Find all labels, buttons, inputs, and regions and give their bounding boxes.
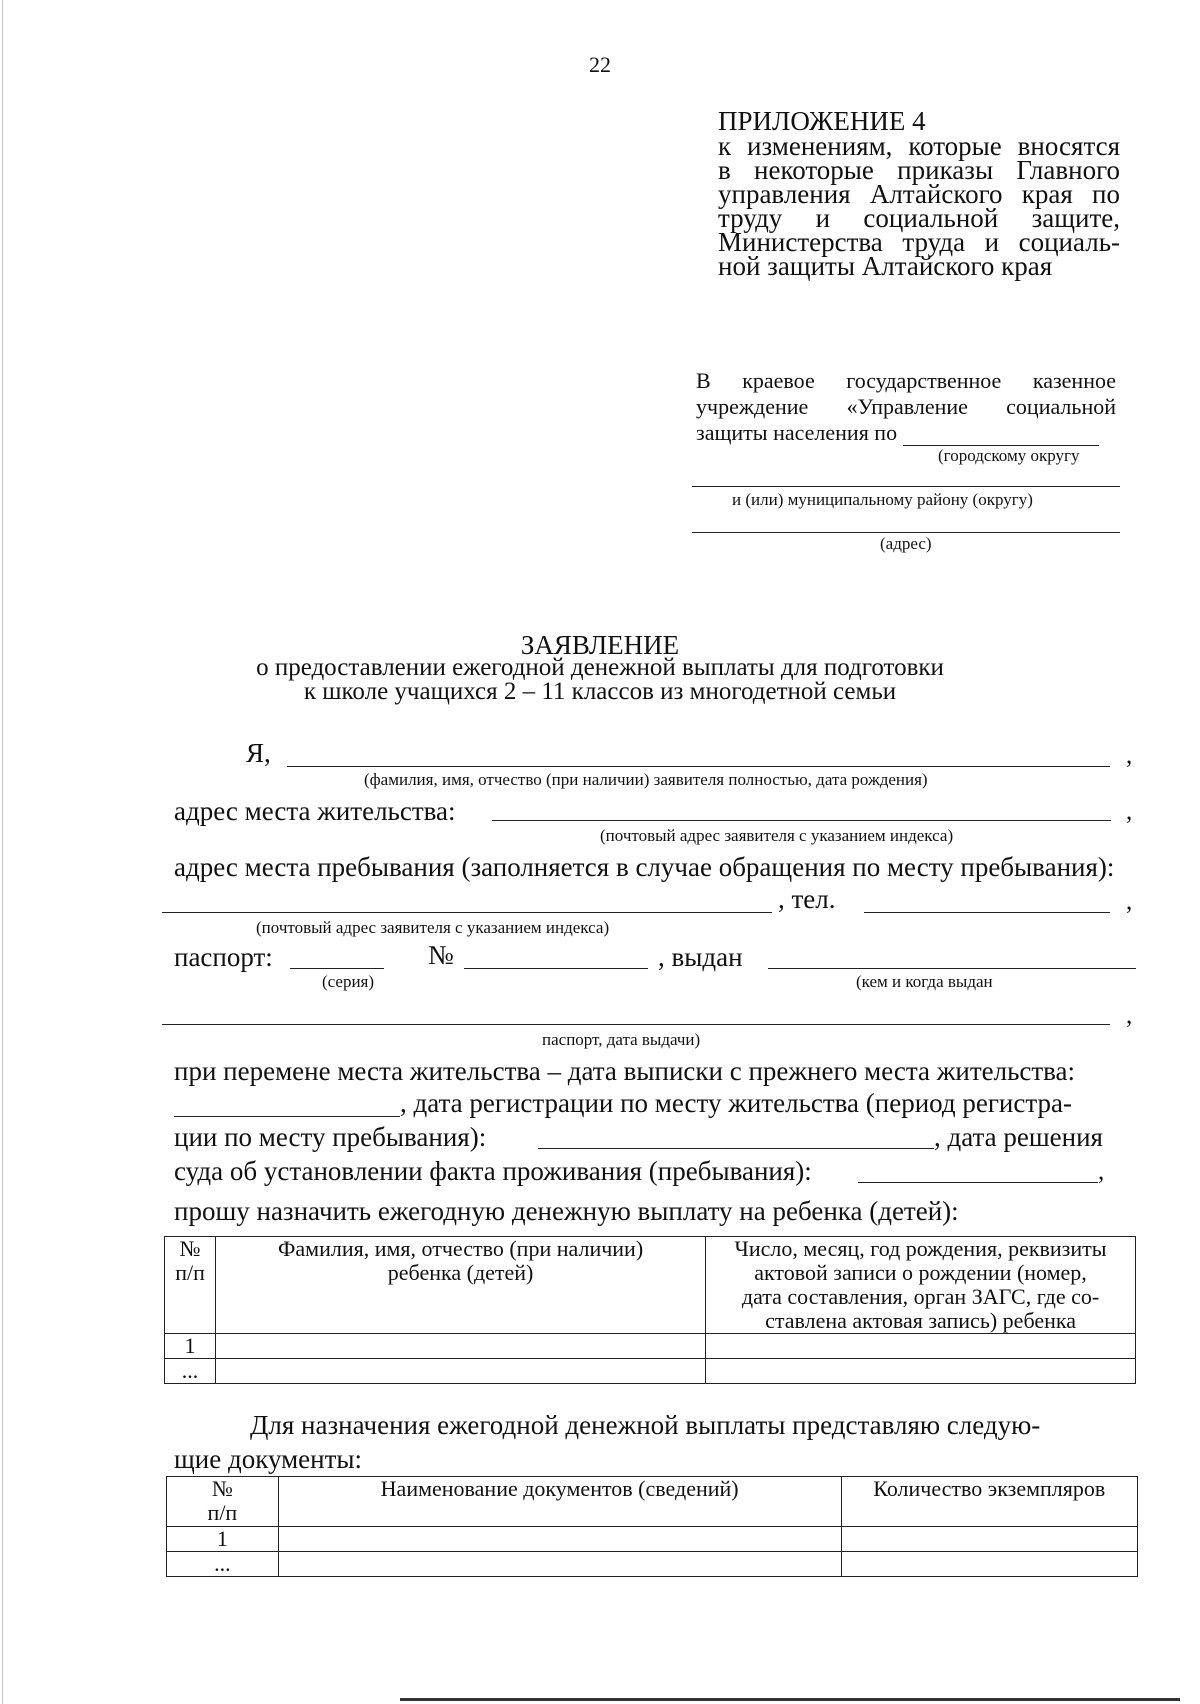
residence-label: адрес места жительства: xyxy=(174,796,456,826)
header-child-details xyxy=(706,1237,1136,1334)
page-number: 22 xyxy=(589,52,611,77)
document-name-cell[interactable] xyxy=(278,1552,841,1577)
documents-table xyxy=(166,1476,1138,1577)
i-label: Я, xyxy=(246,738,271,768)
addressee-block xyxy=(696,368,1116,446)
copies-cell[interactable] xyxy=(841,1552,1137,1577)
child-name-cell[interactable] xyxy=(216,1359,706,1384)
stay-address-field[interactable] xyxy=(162,912,772,913)
comma: , xyxy=(1126,798,1133,825)
stay-label: адрес места пребывания (заполняется в случае обращения по месту пребывания): xyxy=(174,852,1115,882)
appendix-line: Министерства труда и социаль- xyxy=(718,227,1120,257)
addressee-line: защиты населения по xyxy=(696,420,898,445)
documents-intro-2: щие документы: xyxy=(174,1444,363,1474)
applicant-name-field[interactable] xyxy=(287,766,1110,767)
addressee-line: В краевое государственное казенное xyxy=(696,368,1116,393)
caption-residence: (почтовый адрес заявителя с указанием индекса) xyxy=(600,826,954,845)
header-num xyxy=(167,1477,279,1527)
change-line-1: при перемене места жительства – дата выписки с прежнего места жительства: xyxy=(174,1056,1076,1086)
appendix-line: к изменениям, которые вносятся xyxy=(718,131,1120,161)
documents-intro: Для назначения ежегодной денежной выплаты представляю следую- xyxy=(250,1410,1041,1440)
comma: , xyxy=(1126,888,1133,915)
addressee-line-3 xyxy=(696,420,1116,446)
caption-applicant: (фамилия, имя, отчество (при наличии) заявителя полностью, дата рождения) xyxy=(364,770,928,789)
registration-period-field[interactable] xyxy=(538,1148,934,1149)
appendix-title: ПРИЛОЖЕНИЕ 4 xyxy=(718,106,926,136)
document-subtitle: о предоставлении ежегодной денежной выплаты для подготовки xyxy=(256,654,944,681)
caption-municipal: и (или) муниципальному району (округу) xyxy=(732,490,1033,509)
header-text: ставлена актовая запись) ребенка xyxy=(765,1308,1076,1333)
table-row xyxy=(165,1334,1136,1359)
header-text: п/п xyxy=(175,1260,205,1285)
copies-cell[interactable] xyxy=(841,1527,1137,1552)
passport-issued-field[interactable] xyxy=(768,968,1136,969)
change-line-2: , дата регистрации по месту жительства (период регистра- xyxy=(400,1088,1072,1118)
header-text: № xyxy=(211,1476,233,1501)
appendix-text xyxy=(718,131,1120,281)
row-num: 1 xyxy=(165,1334,216,1359)
change-line-3-end: , дата решения xyxy=(934,1122,1103,1152)
table-row xyxy=(165,1359,1136,1384)
request-line: прошу назначить ежегодную денежную выплату на ребенка (детей): xyxy=(174,1196,959,1226)
number-label: № xyxy=(428,940,454,970)
header-document-name xyxy=(278,1477,841,1527)
header-copies xyxy=(841,1477,1137,1527)
appendix-line: труду и социальной защите, xyxy=(718,203,1120,233)
document-name-cell[interactable] xyxy=(278,1527,841,1552)
appendix-line: в некоторые приказы Главного xyxy=(718,155,1120,185)
addressee-line: учреждение «Управление социальной xyxy=(696,394,1116,419)
tel-label: , тел. xyxy=(778,884,836,914)
documents-table-header xyxy=(167,1477,1138,1527)
passport-issued-field-2[interactable] xyxy=(162,1024,1110,1025)
header-num xyxy=(165,1237,216,1334)
document-title: ЗАЯВЛЕНИЕ xyxy=(520,630,680,660)
header-text: дата составления, орган ЗАГС, где со- xyxy=(741,1284,1100,1309)
table-row xyxy=(167,1527,1138,1552)
caption-issued: (кем и когда выдан xyxy=(856,972,993,991)
issued-label: , выдан xyxy=(658,942,743,972)
children-table-header xyxy=(165,1237,1136,1334)
header-text: № xyxy=(179,1236,201,1261)
table-row xyxy=(167,1552,1138,1577)
header-text: ребенка (детей) xyxy=(387,1260,534,1285)
change-line-3: ции по месту пребывания): xyxy=(174,1122,487,1152)
child-details-cell[interactable] xyxy=(706,1359,1136,1384)
caption-stay: (почтовый адрес заявителя с указанием индекса) xyxy=(256,918,610,937)
passport-number-field[interactable] xyxy=(464,968,648,969)
change-line-4: суда об установлении факта проживания (пребывания): xyxy=(174,1156,812,1186)
header-text: Количество экземпляров xyxy=(873,1476,1106,1501)
header-text: п/п xyxy=(207,1500,238,1525)
scan-edge-line xyxy=(2,0,3,1704)
caption-district: (городскому округу xyxy=(938,446,1080,465)
row-num: ... xyxy=(165,1359,216,1384)
header-text: актовой записи о рождении (номер, xyxy=(754,1260,1087,1285)
passport-series-field[interactable] xyxy=(290,968,384,969)
district-blank[interactable] xyxy=(903,425,1099,446)
residence-address-field[interactable] xyxy=(492,820,1111,821)
municipal-blank[interactable] xyxy=(692,486,1120,487)
header-child-name xyxy=(216,1237,706,1334)
comma: , xyxy=(1126,742,1133,769)
appendix-line: управления Алтайского края по xyxy=(718,179,1120,209)
children-table xyxy=(164,1236,1136,1384)
caption-series: (серия) xyxy=(322,972,375,991)
comma: , xyxy=(1126,1002,1133,1029)
caption-issued-2: паспорт, дата выдачи) xyxy=(542,1030,701,1049)
row-num: ... xyxy=(167,1552,279,1577)
caption-address: (адрес) xyxy=(880,534,932,553)
header-text: Фамилия, имя, отчество (при наличии) xyxy=(278,1236,644,1261)
court-decision-date-field[interactable] xyxy=(858,1182,1098,1183)
comma: , xyxy=(1098,1158,1105,1185)
appendix-line: ной защиты Алтайского края xyxy=(718,251,1053,281)
deregistration-date-field[interactable] xyxy=(174,1116,400,1117)
passport-label: паспорт: xyxy=(174,942,273,972)
child-name-cell[interactable] xyxy=(216,1334,706,1359)
header-text: Наименование документов (сведений) xyxy=(380,1476,739,1501)
row-num: 1 xyxy=(167,1527,279,1552)
header-text: Число, месяц, год рождения, реквизиты xyxy=(734,1236,1107,1261)
child-details-cell[interactable] xyxy=(706,1334,1136,1359)
address-blank[interactable] xyxy=(692,532,1120,533)
document-subtitle: к школе учащихся 2 – 11 классов из многодетной семьи xyxy=(303,678,897,705)
scan-bottom-line xyxy=(400,1698,1180,1701)
phone-field[interactable] xyxy=(864,912,1110,913)
